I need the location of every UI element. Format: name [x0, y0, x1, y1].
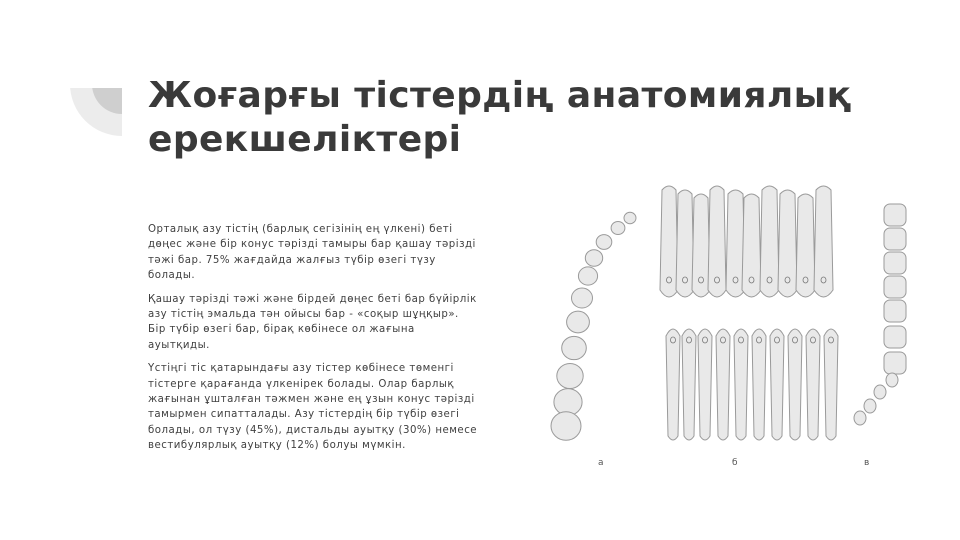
- upper-tooth: [760, 186, 779, 297]
- lower-tooth: [806, 329, 820, 440]
- lower-tooth: [698, 329, 712, 440]
- column-tooth: [884, 352, 906, 374]
- small-arch-tooth: [874, 385, 886, 399]
- lower-tooth: [770, 329, 784, 440]
- lower-tooth: [716, 329, 730, 440]
- upper-tooth: [708, 186, 726, 297]
- upper-tooth: [796, 194, 815, 297]
- column-tooth: [884, 300, 906, 322]
- paragraph-canines: Үстіңгі тіс қатарындағы азу тістер көбінесе төменгі тістерге қарағанда үлкенірек болады. Олар барлық жағынан ұшталған тәжмен және ең ұзын конус тәрізді тамырмен сипатталады. Азу тістердің бір түбір өзегі болады, ол түзу (45%), дистальды ауытқу (30%) немесе вестибулярлық ауытқу (12%) болуы мүмкін.: [148, 363, 478, 452]
- lower-tooth: [666, 329, 680, 440]
- arch-tooth: [578, 267, 597, 285]
- figure-label: б: [732, 458, 738, 468]
- arch-tooth: [596, 235, 612, 250]
- teeth-anatomy-figure: [548, 180, 920, 472]
- arch-tooth: [551, 412, 581, 441]
- arch-tooth: [572, 288, 593, 308]
- slide-title: Жоғарғы тістердің анатомиялық ерекшеліктері: [148, 75, 852, 160]
- small-arch-tooth: [854, 411, 866, 425]
- lower-tooth: [734, 329, 748, 440]
- figure-label: а: [598, 458, 604, 468]
- lower-tooth: [824, 329, 838, 440]
- arch-tooth: [567, 311, 590, 333]
- small-arch-tooth: [864, 399, 876, 413]
- paragraph-lateral-incisor: Қашау тәрізді тәжі және бірдей дөңес беті бар бүйірлік азу тістің эмальда тән ойысы бар - «соқыр шұңқыр». Бір түбір өзегі бар, бірақ көбінесе ол жағына ауытқиды.: [148, 293, 477, 351]
- upper-tooth: [676, 190, 694, 297]
- upper-tooth: [660, 186, 678, 297]
- column-tooth: [884, 204, 906, 226]
- arch-tooth: [624, 212, 636, 223]
- decorative-circle-shape: [66, 84, 122, 136]
- paragraph-central-incisor: Орталық азу тістің (барлық сегізінің ең үлкені) беті дөңес және бір конус тәрізді тамыры бар қашау тәрізді тәжі бар. 75% жағдайда жалғыз түбір өзегі түзу болады.: [148, 224, 476, 282]
- arch-tooth: [557, 363, 583, 388]
- lower-tooth: [682, 329, 696, 440]
- upper-tooth: [742, 194, 761, 297]
- small-arch-tooth: [886, 373, 898, 387]
- arch-tooth: [611, 221, 625, 234]
- upper-tooth: [814, 186, 833, 297]
- body-text: [148, 222, 478, 462]
- figure-label: в: [864, 458, 870, 468]
- column-tooth: [884, 276, 906, 298]
- column-tooth: [884, 326, 906, 348]
- upper-tooth: [778, 190, 797, 297]
- lower-tooth: [752, 329, 766, 440]
- column-tooth: [884, 252, 906, 274]
- upper-tooth: [692, 194, 710, 297]
- lower-tooth: [788, 329, 802, 440]
- column-tooth: [884, 228, 906, 250]
- arch-tooth: [562, 336, 587, 359]
- arch-tooth: [585, 250, 602, 267]
